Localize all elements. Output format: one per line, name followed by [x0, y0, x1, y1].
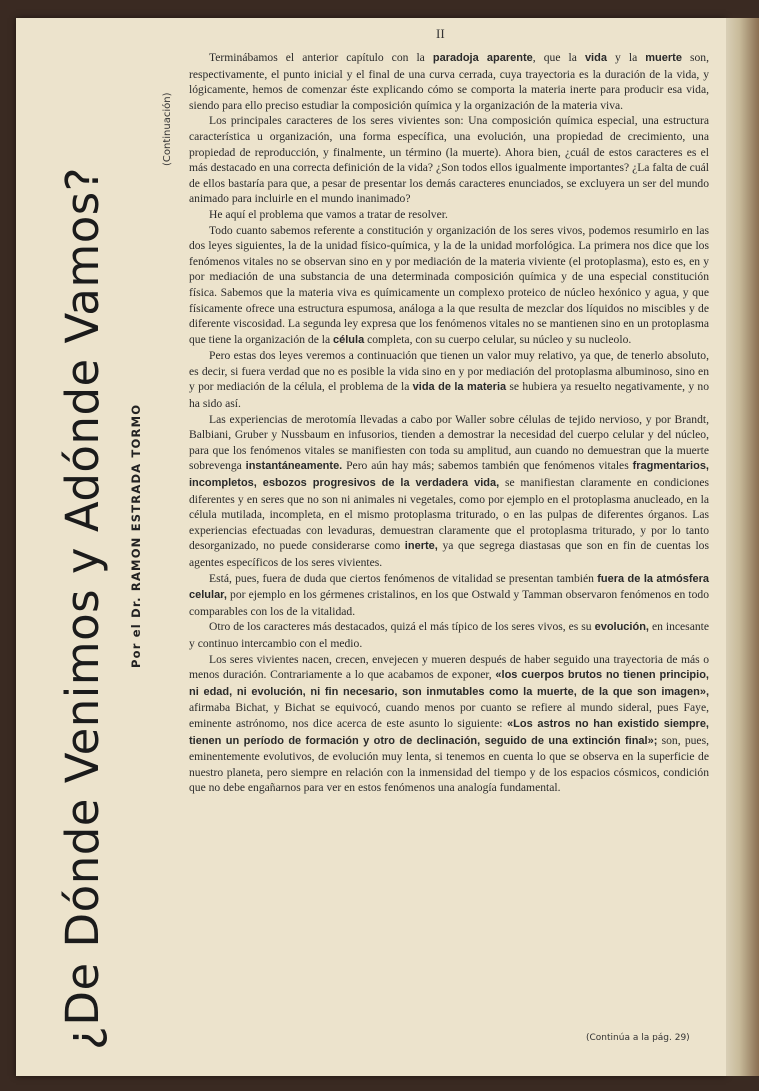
bold-text-run: «los cuerpos brutos no tienen principio, ni edad, ni evolución, ni fin necesario, son inmutables como la muerte, de la que son imagen»,	[189, 669, 709, 698]
title-column	[56, 38, 186, 1058]
text-run: completa, con su cuerpo celular, su núcleo y su nucleolo.	[364, 332, 632, 346]
text-run: son, respectivamente, el punto inicial y el final de una curva cerrada, cuya trayectoria es la duración de la vida, y lógicamente, hemos de comenzar éste explicando cómo se comporta la materia inerte para producir esa vida, siendo para ello preciso estudiar la composición química y la organización de la materia viva.	[189, 51, 710, 112]
text-run: afirmaba Bichat, y Bichat se equivocó, cuando menos por cuanto se refiere al mundo sideral, pues Faye, eminente astrónomo, nos dice acerca de este asunto lo siguiente:	[189, 701, 709, 730]
chapter-number: II	[436, 26, 445, 41]
paragraph	[189, 207, 709, 223]
author-byline: Por el Dr. RAMON ESTRADA TORMO	[129, 403, 143, 668]
bold-text-run: inerte,	[404, 540, 438, 553]
continued-footer: (Continúa a la pág. 29)	[586, 1033, 690, 1043]
paragraph	[189, 50, 709, 113]
continuation-label: (Continuación)	[162, 92, 173, 166]
text-run: , que la	[532, 51, 585, 64]
page-edge	[726, 18, 759, 1076]
text-run: Los principales caracteres de los seres vivientes son: Una composición química especial, una estructura característica u organización, una forma específica, una evolución, una propiedad de crecimiento, una propiedad de reproducción, y finalmente, un término (la muerte). Ahora bien, ¿cuál de estos caracteres es el más destacado en una correcta definición de la vida? ¿Son todos ellos igualmente importantes? ¿La falta de cuál de ellos bastaría para que, a pesar de presentar los demás caracteres enunciados, se excluyera un ser del mundo animado para incluirle en el mundo inanimado?	[189, 114, 709, 206]
paragraph	[189, 412, 709, 571]
bold-text-run: vida	[584, 52, 607, 64]
bold-text-run: célula	[333, 333, 365, 346]
text-run: Los seres vivientes nacen, crecen, envejecen y mueren después de haber seguido una trayectoria de más o menos duración. Contrariamente a lo que acabamos de exponer,	[189, 652, 709, 682]
paragraph	[189, 652, 709, 796]
text-run: Todo cuanto sabemos referente a constitución y organización de los seres vivos, podemos resumirlo en las dos leyes siguientes, la de la unidad físico-química, y la de la unidad morfológica. La primera nos dice que los fenómenos vitales no se observan sino en y por mediación de la materia viviente (el protoplasma), esto es, en y por mediación de una substancia de una determinada composición química y de una especial constitución física. Sabemos que la materia viva es químicamente un complexo proteico de núcleo hexónico y agua, y que físicamente ofrece una estructura espumosa, análoga a la que resulta de mezclar dos líquidos no miscibles y de diferente viscosidad. La segunda ley expresa que los fenómenos vitales no se mantienen sino en un protoplasma que tiene la organización de la	[189, 223, 709, 346]
paragraph	[189, 113, 709, 207]
text-run: He aquí el problema que vamos a tratar de resolver.	[209, 207, 448, 221]
bold-text-run: evolución,	[594, 621, 649, 634]
text-run: y la	[606, 51, 646, 64]
text-run: en incesante y continuo intercambio con el medio.	[189, 620, 709, 650]
bold-text-run: vida de la materia	[412, 381, 507, 394]
text-run: Otro de los caracteres más destacados, quizá el más típico de los seres vivos, es su	[209, 620, 595, 634]
bold-text-run: fuera de la atmósfera celular,	[189, 572, 709, 602]
bold-text-run: instantáneamente.	[245, 460, 343, 473]
paragraph	[189, 619, 709, 651]
paragraph	[189, 348, 709, 411]
magazine-page	[16, 18, 726, 1076]
text-run: ya que segrega diastasas que son en fin de cuentas los agentes específicos de los seres vivientes.	[189, 539, 709, 569]
text-run: Terminábamos el anterior capítulo con la	[209, 51, 433, 64]
bold-text-run: paradoja aparente	[432, 52, 533, 64]
paragraph	[189, 571, 709, 620]
bold-text-run: «Los astros no han existido siempre, tienen un período de formación y otro de declinación, seguido de una extinción final»;	[189, 717, 709, 747]
text-run: son, pues, eminentemente evolutivos, de evolución muy lenta, si tenemos en cuenta lo que se observa en la superficie de nuestro planeta, pero siempre en relación con la inmensidad del tiempo y de los espacios cósmicos, condición que no debe engañarnos para ver en estos fenómenos una analogía fundamental.	[189, 733, 709, 795]
article-body	[189, 50, 709, 796]
bold-text-run: muerte	[645, 52, 682, 64]
bold-text-run: fragmentarios, incompletos, esbozos progresivos de la verdadera vida,	[189, 460, 709, 490]
article-title: ¿De Dónde Venimos y Adónde Vamos?	[56, 166, 109, 1050]
text-run: se manifiestan claramente en condiciones diferentes y en seres que no son ni animales ni vegetales, como por ejemplo en el protoplasma anucleado, en la célula mutilada, incompleta, en el mismo protoplasma triturado, o en las pulpas de diferentes órganos. Las experiencias efectuadas con levaduras, demuestran claramente que el protoplasma triturado, y por lo tanto desorganizado, no puede considerarse como	[189, 476, 709, 553]
text-run: Pero aún hay más; sabemos también que fenómenos vitales	[342, 459, 633, 473]
text-run: Las experiencias de merotomía llevadas a cabo por Waller sobre células de tejido nervioso, y por Brandt, Balbiani, Gruber y Nussbaum en infusorios, tienden a demostrar la necesidad del cuerpo celular y del núcleo, para que los fenómenos vitales se manifiesten con toda su amplitud, aun cuando no demuestran que la muerte sobrevenga	[189, 412, 709, 473]
text-run: por ejemplo en los gérmenes cristalinos, en los que Ostwald y Tamman observaron fenómenos en todo comparables con los de la vitalidad.	[189, 588, 709, 618]
text-run: Pero estas dos leyes veremos a continuación que tienen un valor muy relativo, ya que, de tenerlo absoluto, es decir, si fuera verdad que no es posible la vida sino en y por mediación del protoplasma albuminoso, sino en y por mediación de la célula, el problema de la	[189, 349, 709, 394]
text-run: se hubiera ya resuelto negativamente, y no ha sido así.	[189, 380, 710, 411]
text-run: Está, pues, fuera de duda que ciertos fenómenos de vitalidad se presentan también	[209, 571, 598, 585]
paragraph	[189, 223, 709, 349]
